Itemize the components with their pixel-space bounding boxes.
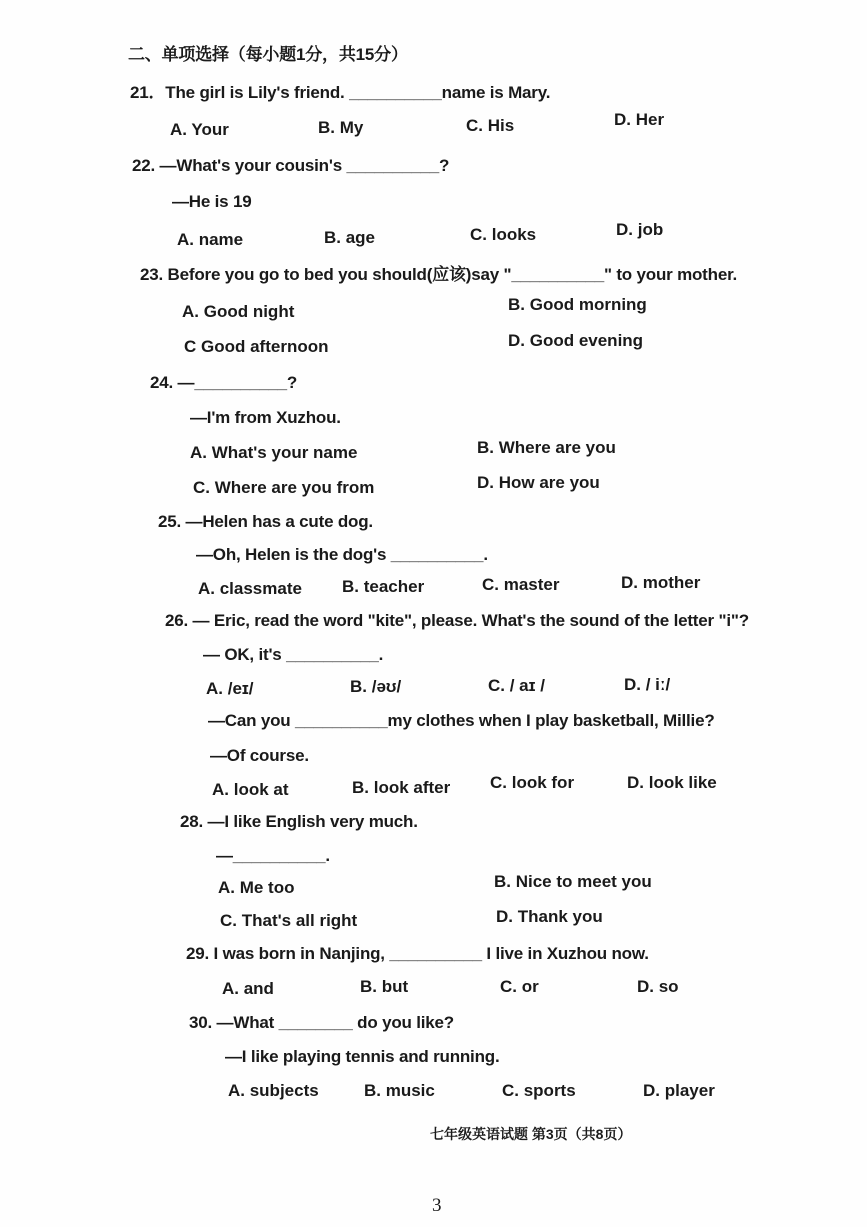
question-21-option-a: A. Your (170, 120, 229, 139)
question-23-option-d: D. Good evening (508, 331, 644, 350)
question-25-option-c: C. master (482, 575, 560, 594)
question-22-option-d: D. job (616, 220, 664, 239)
question-28-option-b: B. Nice to meet you (494, 872, 652, 891)
question-26-option-b: B. /əʊ/ (350, 677, 402, 696)
question-27-option-d: D. look like (627, 773, 717, 792)
question-24-answer-line: —I'm from Xuzhou. (190, 408, 341, 427)
question-29-option-c: C. or (500, 977, 539, 996)
question-24-option-a: A. What's your name (190, 443, 358, 462)
question-22-option-b: B. age (324, 228, 376, 247)
question-27-answer-line: —Of course. (210, 746, 309, 765)
question-21-option-b: B. My (318, 118, 364, 137)
question-24-option-c: C. Where are you from (193, 478, 375, 497)
question-21-stem: 21．The girl is Lily's friend. __________name is Mary. (130, 83, 551, 102)
page-footer: 七年级英语试题 第3页（共8页） (430, 1126, 632, 1142)
question-24-option-d: D. How are you (477, 473, 600, 492)
question-25-answer-line: —Oh, Helen is the dog's __________. (196, 545, 488, 564)
page-number: 3 (432, 1195, 442, 1216)
question-21-option-c: C. His (466, 116, 515, 135)
question-22-answer-line: —He is 19 (172, 192, 252, 211)
question-30-answer-line: —I like playing tennis and running. (225, 1047, 500, 1066)
question-30-option-d: D. player (643, 1081, 715, 1100)
question-28-stem: 28. —I like English very much. (180, 812, 418, 831)
question-29-stem: 29. I was born in Nanjing, __________ I live in Xuzhou now. (186, 944, 649, 963)
question-27-option-a: A. look at (212, 780, 289, 799)
question-22-option-a: A. name (177, 230, 244, 249)
question-23-option-a: A. Good night (182, 302, 295, 321)
question-25-option-d: D. mother (621, 573, 701, 592)
question-26-option-a: A. /eɪ/ (206, 679, 254, 698)
question-29-option-d: D. so (637, 977, 679, 996)
question-28-option-a: A. Me too (218, 878, 295, 897)
question-27-option-c: C. look for (490, 773, 575, 792)
question-27-option-b: B. look after (352, 778, 451, 797)
question-23-option-c: C Good afternoon (184, 337, 329, 356)
question-25-option-a: A. classmate (198, 579, 302, 598)
question-25-option-b: B. teacher (342, 577, 425, 596)
question-25-stem: 25. —Helen has a cute dog. (158, 512, 373, 531)
question-28-option-d: D. Thank you (496, 907, 603, 926)
question-29-option-a: A. and (222, 979, 274, 998)
question-26-answer-line: — OK, it's __________. (203, 645, 384, 664)
question-24-stem: 24. —__________? (150, 373, 298, 392)
question-30-option-a: A. subjects (228, 1081, 319, 1100)
question-27-stem: —Can you __________my clothes when I play basketball, Millie? (208, 711, 715, 730)
question-21-option-d: D. Her (614, 110, 665, 129)
question-28-option-c: C. That's all right (220, 911, 358, 930)
question-30-option-c: C. sports (502, 1081, 576, 1100)
question-28-answer-line: —__________. (216, 846, 330, 865)
question-26-option-c: C. / aɪ / (488, 676, 545, 695)
question-24-option-b: B. Where are you (477, 438, 616, 457)
question-29-option-b: B. but (360, 977, 409, 996)
question-30-option-b: B. music (364, 1081, 435, 1100)
question-30-stem: 30. —What ________ do you like? (189, 1013, 454, 1032)
question-22-option-c: C. looks (470, 225, 537, 244)
question-22-stem: 22. —What's your cousin's __________? (132, 156, 450, 175)
section-title: 二、单项选择（每小题1分，共15分） (128, 45, 408, 64)
question-23-option-b: B. Good morning (508, 295, 647, 314)
question-23-stem: 23. Before you go to bed you should(应该)say "__________" to your mother. (140, 265, 738, 284)
question-26-stem: 26. — Eric, read the word "kite", please. What's the sound of the letter "i"? (165, 611, 749, 630)
question-26-option-d: D. / iː/ (624, 675, 671, 694)
